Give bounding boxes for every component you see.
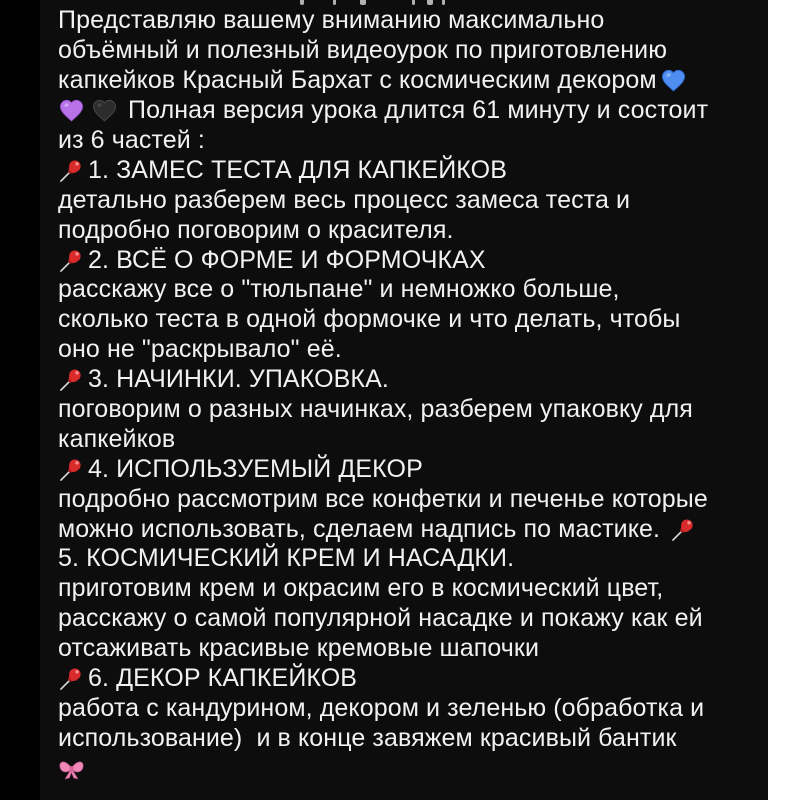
text-line [58, 275, 768, 305]
black-heart-icon [91, 97, 118, 124]
text-segment: подробно поговорим о красителя. [58, 215, 454, 244]
purple-heart-icon [58, 97, 85, 124]
text-line [58, 215, 768, 245]
text-segment: поговорим о разных начинках, разберем упаковку для [58, 395, 693, 424]
text-segment: расскажу о самой популярной насадке и покажу как ей [58, 604, 703, 633]
text-segment: капкейков [58, 424, 176, 453]
blue-heart-icon [660, 67, 687, 94]
text-segment: объёмный и полезный видеоурок по приготовлению [58, 36, 668, 65]
text-line [58, 6, 768, 36]
text-segment: оно не "раскрывало" её. [58, 335, 342, 364]
text-line [58, 664, 768, 694]
text-segment: подробно рассмотрим все конфетки и печенье которые [58, 484, 708, 513]
text-segment: 5. КОСМИЧЕСКИЙ КРЕМ И НАСАДКИ. [58, 544, 515, 573]
text-line [58, 245, 768, 275]
text-line [58, 395, 768, 425]
post-caption-panel [40, 0, 768, 800]
text-segment: из 6 частей : [58, 126, 205, 154]
text-line [58, 604, 768, 634]
text-line [58, 36, 768, 66]
text-segment: детально разберем весь процесс замеса теста и [58, 185, 631, 214]
text-line [58, 126, 768, 156]
text-segment: расскажу все о "тюльпане" и немножко больше, [58, 275, 620, 304]
text-line [58, 753, 768, 783]
pink-bow-icon [58, 755, 85, 782]
text-segment: использование) и в конце завяжем красивый бантик [58, 723, 677, 752]
text-line [58, 574, 768, 604]
red-pushpin-icon [58, 157, 85, 184]
text-segment: приготовим крем и окрасим его в космический цвет, [58, 574, 664, 603]
text-line [58, 335, 768, 365]
text-segment: 1. ЗАМЕС ТЕСТА ДЛЯ КАПКЕЙКОВ [88, 155, 507, 184]
text-line [58, 185, 768, 215]
text-segment: Представляю вашему вниманию максимально [58, 6, 605, 35]
red-pushpin-icon [58, 366, 85, 393]
text-line [58, 484, 768, 514]
text-line [58, 634, 768, 664]
text-segment: Полная версия урока длится 61 минуту и состоит [121, 96, 709, 125]
text-segment: 3. НАЧИНКИ. УПАКОВКА. [88, 365, 389, 394]
post-text [40, 6, 768, 783]
text-line [58, 693, 768, 723]
red-pushpin-icon [670, 516, 697, 543]
text-line [58, 66, 768, 96]
text-line [58, 96, 768, 126]
red-pushpin-icon [58, 247, 85, 274]
text-line [58, 365, 768, 395]
text-line [58, 305, 768, 335]
text-segment: работа с кандурином, декором и зеленью (обработка и [58, 693, 705, 722]
text-line [58, 155, 768, 185]
red-pushpin-icon [58, 665, 85, 692]
text-segment: 6. ДЕКОР КАПКЕЙКОВ [88, 664, 358, 693]
text-segment: сколько теста в одной формочке и что делать, чтобы [58, 305, 681, 334]
red-pushpin-icon [58, 456, 85, 483]
text-segment: капкейков Красный Бархат с космическим декором [58, 66, 657, 95]
text-line [58, 544, 768, 574]
text-segment: 4. ИСПОЛЬЗУЕМЫЙ ДЕКОР [88, 454, 423, 483]
text-line [58, 454, 768, 484]
right-white-strip [768, 0, 800, 800]
text-segment: 2. ВСЁ О ФОРМЕ И ФОРМОЧКАХ [88, 245, 486, 274]
text-segment: можно использовать, сделаем надпись по мастике. [58, 514, 668, 543]
text-line [58, 723, 768, 753]
text-line [58, 514, 768, 544]
text-line [58, 424, 768, 454]
text-segment: отсаживать красивые кремовые шапочки [58, 634, 540, 663]
